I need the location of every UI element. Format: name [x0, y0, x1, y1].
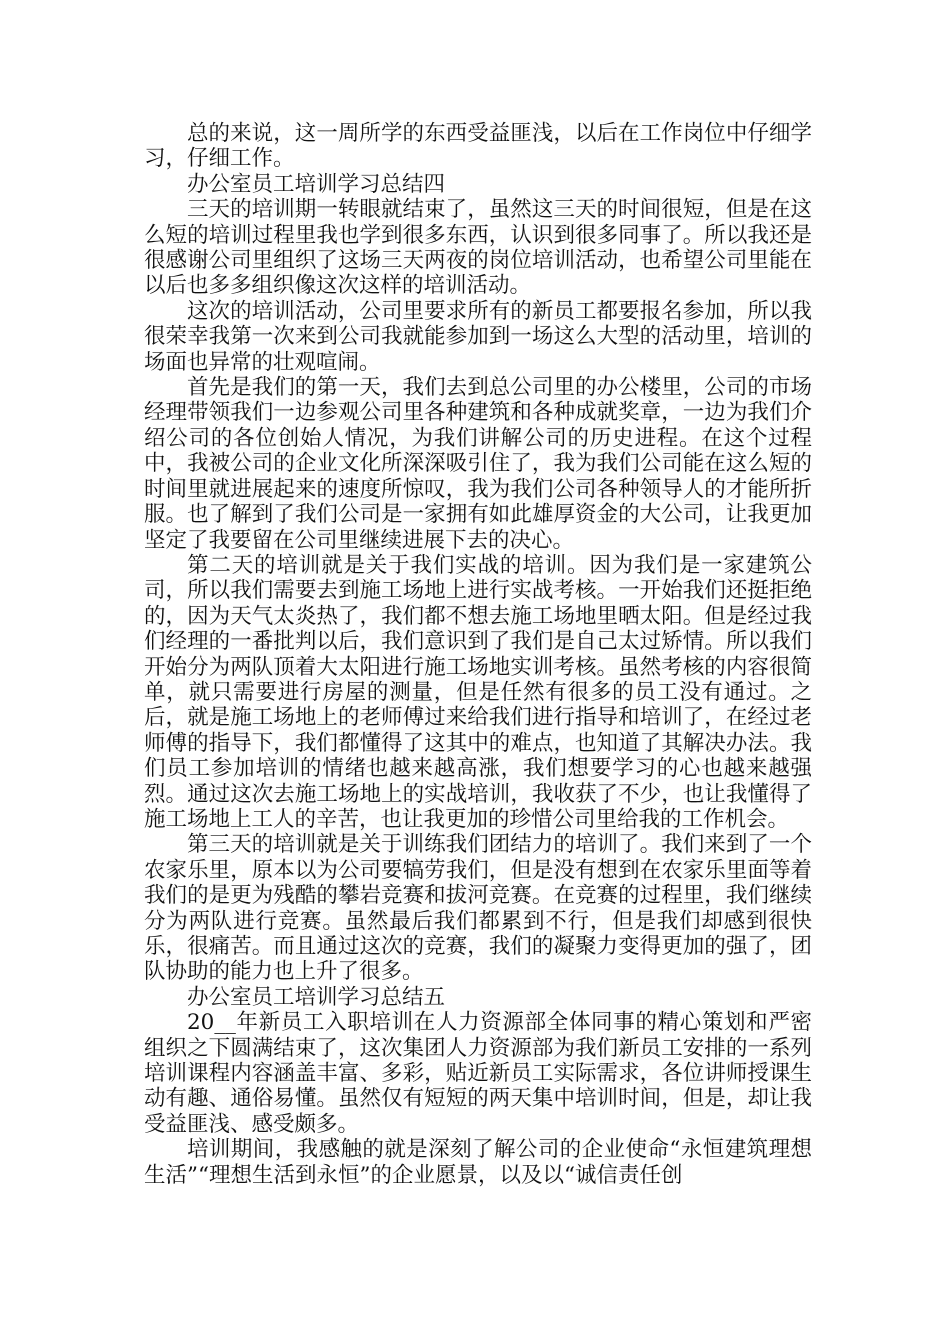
paragraph-mission: 培训期间，我感触的就是深刻了解公司的企业使命“永恒建筑理想生活”“理想生活到永恒”的企业愿景，以及以“诚信责任创 [144, 1137, 812, 1188]
paragraph-day-one: 首先是我们的第一天，我们去到总公司里的办公楼里，公司的市场经理带领我们一边参观公司里各种建筑和各种成就奖章，一边为我们介绍公司的各位创始人情况，为我们讲解公司的历史进程。在这个过程中，我被公司的企业文化所深深吸引住了，我为我们公司能在这么短的时间里就进展起来的速度所惊叹，我为我们公司各种领导人的才能所折服。也了解到了我们公司是一家拥有如此雄厚资金的大公司，让我更加坚定了我要留在公司里继续进展下去的决心。 [144, 375, 812, 553]
section-heading-5: 办公室员工培训学习总结五 [187, 984, 446, 1010]
paragraph-day-two: 第二天的培训就是关于我们实战的培训。因为我们是一家建筑公司，所以我们需要去到施工场地上进行实战考核。一开始我们还挺拒绝的，因为天气太炎热了，我们都不想去施工场地里晒太阳。但是经过我们经理的一番批判以后，我们意识到了我们是自己太过矫情。所以我们开始分为两队顶着大太阳进行施工场地实训考核。虽然考核的内容很简单，就只需要进行房屋的测量，但是任然有很多的员工没有通过。之后，就是施工场地上的老师傅过来给我们进行指导和培训了，在经过老师傅的指导下，我们都懂得了这其中的难点，也知道了其解决办法。我们员工参加培训的情绪也越来越高涨，我们想要学习的心也越来越强烈。通过这次去施工场地上的实战培训，我收获了不少，也让我懂得了施工场地上工人的辛苦，也让我更加的珍惜公司里给我的工作机会。 [144, 552, 812, 832]
paragraph-signup: 这次的培训活动，公司里要求所有的新员工都要报名参加，所以我很荣幸我第一次来到公司我就能参加到一场这么大型的活动里，培训的场面也异常的壮观喧闹。 [144, 298, 812, 375]
paragraph-orientation: 20__年新员工入职培训在人力资源部全体同事的精心策划和严密组织之下圆满结束了，这次集团人力资源部为我们新员工安排的一系列培训课程内容涵盖丰富、多彩，贴近新员工实际需求，各位讲师授课生动有趣、通俗易懂。虽然仅有短短的两天集中培训时间，但是，却让我受益匪浅、感受颇多。 [144, 1010, 812, 1137]
document-body [144, 121, 812, 1188]
section-heading-4: 办公室员工培训学习总结四 [187, 171, 446, 197]
paragraph-day-three: 第三天的培训就是关于训练我们团结力的培训了。我们来到了一个农家乐里，原本以为公司要犒劳我们，但是没有想到在农家乐里面等着我们的是更为残酷的攀岩竞赛和拔河竞赛。在竞赛的过程里，我们继续分为两队进行竞赛。虽然最后我们都累到不行，但是我们却感到很快乐，很痛苦。而且通过这次的竞赛，我们的凝聚力变得更加的强了，团队协助的能力也上升了很多。 [144, 832, 812, 985]
paragraph-training-overview: 三天的培训期一转眼就结束了，虽然这三天的时间很短，但是在这么短的培训过程里我也学到很多东西，认识到很多同事了。所以我还是很感谢公司里组织了这场三天两夜的岗位培训活动，也希望公司里能在以后也多多组织像这次这样的培训活动。 [144, 197, 812, 299]
paragraph-summary-intro: 总的来说，这一周所学的东西受益匪浅，以后在工作岗位中仔细学习，仔细工作。 [144, 121, 812, 172]
